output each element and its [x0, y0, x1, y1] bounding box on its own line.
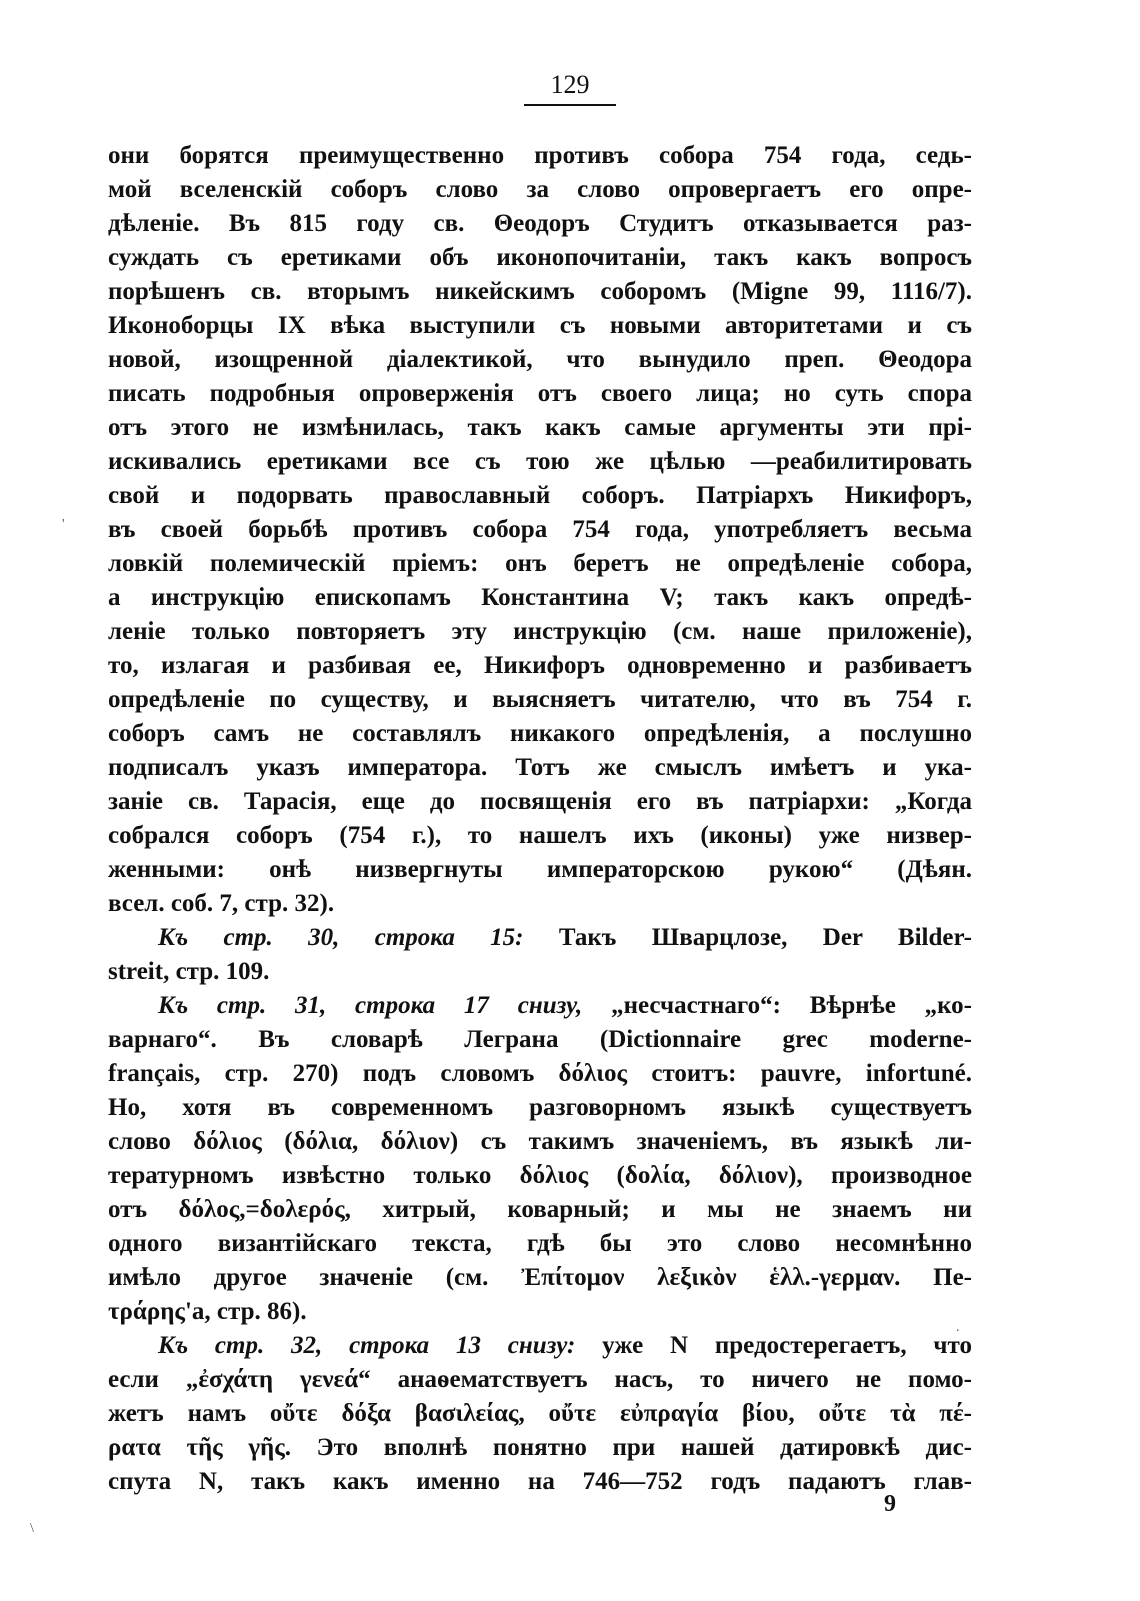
signature-mark: 9 [884, 1491, 896, 1517]
line-text: дѣленіе. Въ 815 году св. Θеодоръ Студитъ отказывается раз- [108, 210, 972, 237]
line-text: „несчастнаго“: Вѣрнѣе „ко- [582, 992, 972, 1019]
page-number [0, 70, 1140, 106]
line-text: подписалъ указъ императора. Тотъ же смыслъ имѣетъ и ука- [108, 754, 972, 781]
line-text: τράρης'а, стр. 86). [108, 1298, 307, 1325]
line-text: суждать съ еретиками объ иконопочитаніи, такъ какъ вопросъ [108, 244, 972, 271]
line-text: то, излагая и разбивая ее, Никифоръ одновременно и разбиваетъ [108, 652, 972, 679]
line-text: всел. соб. 7, стр. 32). [108, 890, 335, 917]
line-text: если „ἐσχάτη γενεά“ анаѳематствуетъ насъ, то ничего не помо- [108, 1366, 972, 1393]
line-text: порѣшенъ св. вторымъ никейскимъ соборомъ (Migne 99, 1116/7). [108, 278, 972, 305]
line-text: они борятся преимущественно противъ собора 754 года, седь- [108, 142, 972, 169]
text-line [108, 989, 972, 1023]
line-text: спута N, такъ какъ именно на 746—752 годъ падаютъ глав- [108, 1468, 972, 1495]
line-text: слово δόλιος (δόλια, δόλιον) съ такимъ значеніемъ, въ языкѣ ли- [108, 1128, 972, 1155]
stray-mark: . [956, 1320, 960, 1335]
text-line [108, 1125, 972, 1159]
text-line [108, 241, 972, 275]
line-text: Но, хотя въ современномъ разговорномъ языкѣ существуетъ [108, 1094, 972, 1121]
text-line [108, 377, 972, 411]
text-line [108, 717, 972, 751]
text-line [108, 343, 972, 377]
line-text: женными: онѣ низвергнуты императорскою рукою“ (Дѣян. [108, 856, 972, 883]
text-line [108, 139, 972, 173]
line-text: въ своей борьбѣ противъ собора 754 года, употребляетъ весьма [108, 516, 972, 543]
note-reference: Къ стр. 31, строка 17 снизу, [158, 992, 583, 1019]
line-text: свой и подорвать православный соборъ. Патріархъ Никифоръ, [108, 482, 972, 509]
text-line [108, 581, 972, 615]
text-line [108, 173, 972, 207]
text-line [108, 513, 972, 547]
line-text: жетъ намъ οὔτε δόξα βασιλείας, οὔτε εὐπραγία βίου, οὔτε τὰ πέ- [108, 1400, 972, 1427]
line-text: одного византійскаго текста, гдѣ бы это слово несомнѣнно [108, 1230, 972, 1257]
line-text: собрался соборъ (754 г.), то нашелъ ихъ (иконы) уже низвер- [108, 822, 972, 849]
text-line [108, 1091, 972, 1125]
text-line [108, 1363, 972, 1397]
text-line [108, 1397, 972, 1431]
note-reference: Къ стр. 32, строка 13 снизу: [158, 1332, 576, 1359]
text-line [108, 649, 972, 683]
line-text: отъ δόλος,=δολερός, хитрый, коварный; и мы не знаемъ ни [108, 1196, 972, 1223]
text-line [108, 1431, 972, 1465]
text-line [108, 819, 972, 853]
text-line [108, 1261, 972, 1295]
line-text: варнаго“. Въ словарѣ Леграна (Dictionnaire grec moderne- [108, 1026, 972, 1053]
text-line [108, 1227, 972, 1261]
stray-mark: ' [62, 517, 65, 532]
text-line [108, 1159, 972, 1193]
line-text: Иконоборцы IX вѣка выступили съ новыми авторитетами и съ [108, 312, 972, 339]
text-line [108, 547, 972, 581]
line-text: ρατα τῆς γῆς. Это вполнѣ понятно при нашей датировкѣ дис- [108, 1434, 972, 1461]
line-text: искивались еретиками все съ тою же цѣлью —реабилитировать [108, 448, 972, 475]
line-text: français, стр. 270) подъ словомъ δόλιος стоитъ: pauvre, infortuné. [108, 1060, 972, 1087]
line-text: опредѣленіе по существу, и выясняетъ читателю, что въ 754 г. [108, 686, 972, 713]
line-text: streit, стр. 109. [108, 958, 270, 985]
text-line [108, 683, 972, 717]
text-line [108, 887, 972, 921]
text-line [108, 1329, 972, 1363]
line-text: писать подробныя опроверженія отъ своего лица; но суть спора [108, 380, 972, 407]
line-text: отъ этого не измѣнилась, такъ какъ самые аргументы эти прі- [108, 414, 972, 441]
line-text: имѣло другое значеніе (см. Ἐπίτομον λεξικὸν ἑλλ.-γερμαν. Пе- [108, 1264, 972, 1291]
line-text: тературномъ извѣстно только δόλιος (δολία, δόλιον), производное [108, 1162, 972, 1189]
text-line [108, 853, 972, 887]
text-line [108, 1023, 972, 1057]
line-text: заніе св. Тарасія, еще до посвященія его въ патріархи: „Когда [108, 788, 972, 815]
stray-mark: \ [30, 1521, 34, 1536]
text-line [108, 1295, 972, 1329]
page-number-rule [524, 104, 616, 106]
text-line [108, 207, 972, 241]
text-line [108, 411, 972, 445]
text-line [108, 785, 972, 819]
text-line [108, 751, 972, 785]
text-line [108, 615, 972, 649]
line-text: а инструкцію епископамъ Константина V; такъ какъ опредѣ- [108, 584, 972, 611]
text-line [108, 955, 972, 989]
line-text: соборъ самъ не составлялъ никакого опредѣленія, а послушно [108, 720, 972, 747]
text-line [108, 1465, 972, 1499]
line-text: Такъ Шварцлозе, Der Bilder- [523, 924, 972, 951]
line-text: мой вселенскій соборъ слово за слово опровергаетъ его опре- [108, 176, 972, 203]
line-text: леніе только повторяетъ эту инструкцію (см. наше приложеніе), [108, 618, 972, 645]
text-line [108, 1057, 972, 1091]
note-reference: Къ стр. 30, строка 15: [158, 924, 524, 951]
line-text: уже N предостерегаетъ, что [575, 1332, 972, 1359]
text-line [108, 1193, 972, 1227]
line-text: ловкій полемическій пріемъ: онъ беретъ не опредѣленіе собора, [108, 550, 972, 577]
text-line [108, 921, 972, 955]
page-number-text: 129 [550, 70, 590, 99]
text-line [108, 309, 972, 343]
text-line [108, 445, 972, 479]
body-text [108, 139, 972, 1499]
text-line [108, 479, 972, 513]
line-text: новой, изощренной діалектикой, что вынудило преп. Θеодора [108, 346, 972, 373]
text-line [108, 275, 972, 309]
